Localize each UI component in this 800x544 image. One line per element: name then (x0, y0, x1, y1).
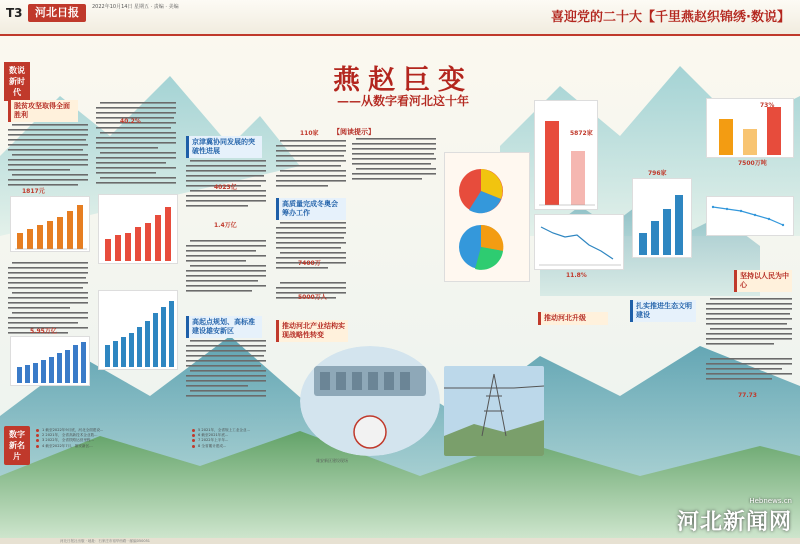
section-industry-title: 推动河北产业结构实现战略性转变 (276, 320, 348, 342)
stat-investment: 4023亿 (214, 184, 237, 191)
text-column-4 (186, 158, 268, 308)
footer: 河北日报社出版 · 地址：石家庄市裕华西路 · 邮编050051 (0, 538, 800, 544)
reading-tip: 【阅读提示】 (333, 128, 375, 136)
list-item: 4 截至2022年7月，雄安新区... (36, 444, 186, 449)
list-item: 5 2021年，全省规上工业企业... (192, 428, 288, 433)
text-column-5 (186, 338, 268, 408)
list-item: 3 2022年，全省铁路运营里程... (36, 438, 186, 443)
watermark (677, 497, 792, 536)
text-column-1 (8, 122, 90, 192)
text-column-6 (276, 138, 348, 194)
stat-life-expectancy: 77.73 (738, 392, 757, 399)
power-tower-image (444, 366, 544, 456)
stat-people: 5000万人 (298, 294, 327, 301)
text-lines (352, 136, 438, 186)
pie-charts (445, 153, 531, 283)
bar-chart-energy (534, 100, 598, 210)
photo-caption: 雄安新区建设现场 (316, 458, 348, 463)
text-column-7 (276, 220, 348, 316)
stat-grain: 7500万吨 (738, 160, 767, 167)
list-item: 8 全省累计建成... (192, 444, 288, 449)
chart-bars (99, 195, 179, 265)
section-jingjinji-title: 京津冀协同发展的突破性进展 (186, 136, 262, 158)
section-winter-title: 高质量完成冬奥会筹办工作 (276, 198, 346, 220)
page-subtitle: ——从数字看河北这十年 (336, 94, 469, 108)
bar-chart-gdp (10, 336, 90, 386)
chart-line (707, 197, 795, 237)
bottom-list-2 (192, 428, 288, 449)
stat-urbanization: 40.2% (120, 118, 141, 125)
text-lines (276, 138, 348, 194)
text-lines (276, 220, 348, 316)
section-poverty-title: 脱贫攻坚取得全面胜利 (8, 100, 78, 122)
text-column-3 (96, 100, 178, 190)
chart-line (535, 215, 625, 271)
text-lines (96, 100, 178, 190)
list-item: 1 截至2022年9月底，河北全面建设... (36, 428, 186, 433)
stat-income: 1817元 (22, 188, 45, 195)
page-number: T3 (6, 6, 23, 20)
bottom-list-1 (36, 428, 186, 449)
list-item: 6 截至2021年底... (192, 433, 288, 438)
bar-chart-grain (706, 98, 794, 158)
newspaper-logo: 河北日报 (28, 4, 86, 22)
bar-chart-ecology (632, 178, 692, 258)
stat-coverage: 73% (760, 102, 775, 109)
text-lines (8, 122, 90, 192)
watermark-cn: 河北新闻网 (676, 510, 792, 535)
pie-chart-panel (444, 152, 530, 282)
bar-chart-trade (98, 290, 178, 370)
chart-bars (535, 101, 599, 211)
stat-tourists: 7400万 (298, 260, 321, 267)
line-chart-employment (706, 196, 794, 236)
section-xiongan-title: 高起点规划、高标准建设雄安新区 (186, 316, 262, 338)
stat-hightech: 5872家 (570, 130, 593, 137)
section-ecology-title: 扎实推进生态文明建设 (630, 300, 696, 322)
stat-parks: 796家 (648, 170, 667, 177)
photo-power-tower (444, 366, 544, 456)
tag-cards: 数字新名片 (4, 426, 30, 465)
date-line: 2022年10月14日 星期五 · 责编 · 美编 (92, 4, 179, 10)
watermark-en: Hebnews.cn (749, 497, 792, 505)
page-header (0, 0, 800, 36)
page-title: 燕赵巨变 (333, 65, 473, 96)
chart-bars (707, 99, 795, 159)
banner-title: 喜迎党的二十大【千里燕赵织锦绣·数说】 (551, 10, 790, 25)
section-innovation-title: 推动河北升级 (538, 312, 608, 325)
tag-era: 数说新时代 (4, 62, 30, 101)
section-people-title: 坚持以人民为中心 (734, 270, 792, 292)
bar-chart-investment (98, 194, 178, 264)
chart-bars (99, 291, 179, 371)
text-lines (186, 158, 268, 308)
text-lines (186, 338, 268, 408)
stat-trade: 1.4万亿 (214, 222, 237, 229)
photo-circle-montage (300, 346, 440, 456)
bar-chart-poverty (10, 196, 90, 252)
line-chart-growth (534, 214, 624, 270)
stat-enterprises: 110家 (300, 130, 319, 137)
stat-gdp: 5.95万亿 (30, 328, 57, 335)
chart-bars (11, 197, 91, 253)
stat-rate: 11.8% (566, 272, 587, 279)
montage-image (300, 346, 440, 456)
chart-bars (633, 179, 693, 259)
chart-bars (11, 337, 91, 387)
list-item: 7 2022年上半年... (192, 438, 288, 443)
list-item: 2 2021年，全省高新技术企业数... (36, 433, 186, 438)
text-center-1 (352, 136, 438, 186)
